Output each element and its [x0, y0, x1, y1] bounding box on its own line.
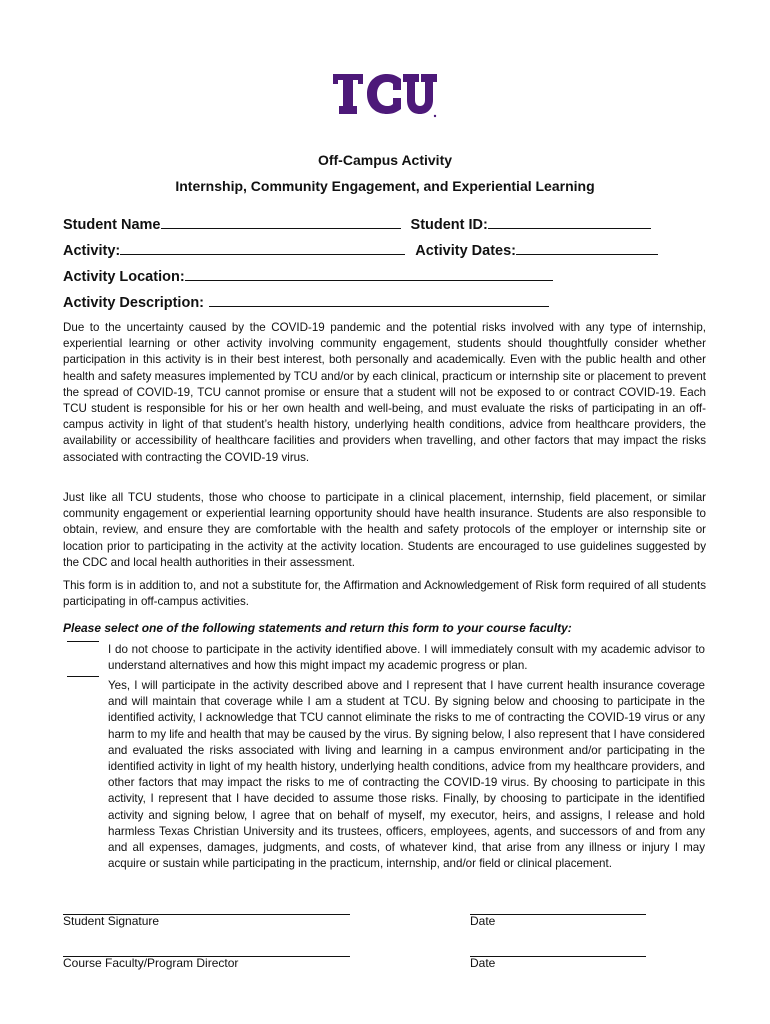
activity-dates-label: Activity Dates: — [415, 243, 516, 259]
paragraph-form-note: This form is in addition to, and not a substitute for, the Affirmation and Acknowledgement of Risk form required of all students participating in off-campus activities. — [63, 579, 706, 609]
activity-dates-blank[interactable] — [516, 240, 658, 255]
option2-text: Yes, I will participate in the activity described above and I represent that I have current health insurance coverage and will maintain that coverage while I am a student at TCU. By signing below and choosing to participate in the identified activity, I acknowledge that TCU cannot eliminate the risks to me of contracting the COVID-19 virus or any harm to my life and health that may be caused by the virus. By signing below, I also represent that I have considered and evaluated the risks associated with living and learning in a campus environment and/or participating in the identified activity in light of my health history, underlying health conditions, advice from my healthcare providers, and other factors that may impact the risks to me of contracting the COVID-19 virus. By choosing to participate in this activity, I represent that I have decided to assume those risks. Finally, by choosing to participate in the identified activity and signing below, I agree that on behalf of myself, my executor, heirs, and assigns, I release and hold harmless Texas Christian University and its trustees, officers, employees, agents, and successors of and from any and all expenses, damages, judgments, and costs, of whatever kind, that arise from any illness or injury I may acquire or sustain while participating in the practicum, internship, and/or field or clinical placement. — [108, 679, 705, 871]
activity-location-blank[interactable] — [185, 266, 553, 281]
date1-line[interactable] — [470, 914, 646, 915]
date2-label: Date — [470, 956, 496, 970]
form-subtitle: Internship, Community Engagement, and Experiential Learning — [175, 178, 595, 194]
student-id-label: Student ID: — [410, 217, 488, 233]
student-name-label: Student Name — [63, 217, 161, 233]
paragraph-health-insurance: Just like all TCU students, those who choose to participate in a clinical placement, internship, field placement, or similar community engagement or experiential learning opportunity should have health insurance. Students are also responsible to obtain, review, and ensure they are comfortable with the health and safety protocols of the employer or internship site or location prior to participating in the activity at the activity location. Students are encouraged to use guidelines suggested by the CDC and local health authorities in their assessment. — [63, 491, 706, 569]
field-row-description — [63, 292, 549, 311]
field-row-location — [63, 266, 553, 285]
student-id-blank[interactable] — [488, 214, 651, 229]
student-signature-label: Student Signature — [63, 914, 160, 928]
tcu-logo — [331, 70, 439, 118]
activity-blank[interactable] — [120, 240, 405, 255]
faculty-signature-label: Course Faculty/Program Director — [63, 956, 239, 970]
option1-text: I do not choose to participate in the activity identified above. I will immediately consult with my academic advisor to understand alternatives and how this might impact my academic progress or plan. — [108, 643, 705, 673]
form-title: Off-Campus Activity — [317, 152, 453, 168]
option1-checkline[interactable] — [67, 641, 99, 642]
field-row-activity — [63, 240, 658, 259]
paragraph-covid-risk: Due to the uncertainty caused by the COVID-19 pandemic and the potential risks involved with any type of internship, experiential learning or other activity involving community engagement, students should thoughtfully consider whether participation in this activity is in their best interest, both personally and academically. Even with the public health and other health and safety measures implemented by TCU and/or by each clinical, practicum or internship site or placement to prevent the spread of COVID-19, TCU cannot promise or ensure that a student will not be exposed to or contract COVID-19. Each TCU student is responsible for his or her own health and well-being, and must evaluate the risks of participating in an off-campus activity in light of that student’s health history, underlying health conditions, advice from healthcare providers, the availability or accessibility of healthcare facilities and providers when travelling, and other factors that may impact the risks associated with contracting the COVID-19 virus. — [63, 321, 706, 464]
date2-line[interactable] — [470, 956, 646, 957]
activity-description-blank[interactable] — [209, 292, 549, 307]
date1-label: Date — [470, 914, 496, 928]
activity-location-label: Activity Location: — [63, 269, 185, 285]
option2-checkline[interactable] — [67, 676, 99, 677]
field-row-name — [63, 214, 651, 233]
selection-prompt: Please select one of the following statements and return this form to your course faculty: — [63, 621, 572, 635]
activity-description-label: Activity Description: — [63, 295, 204, 311]
student-name-blank[interactable] — [161, 214, 401, 229]
activity-label: Activity: — [63, 243, 121, 259]
